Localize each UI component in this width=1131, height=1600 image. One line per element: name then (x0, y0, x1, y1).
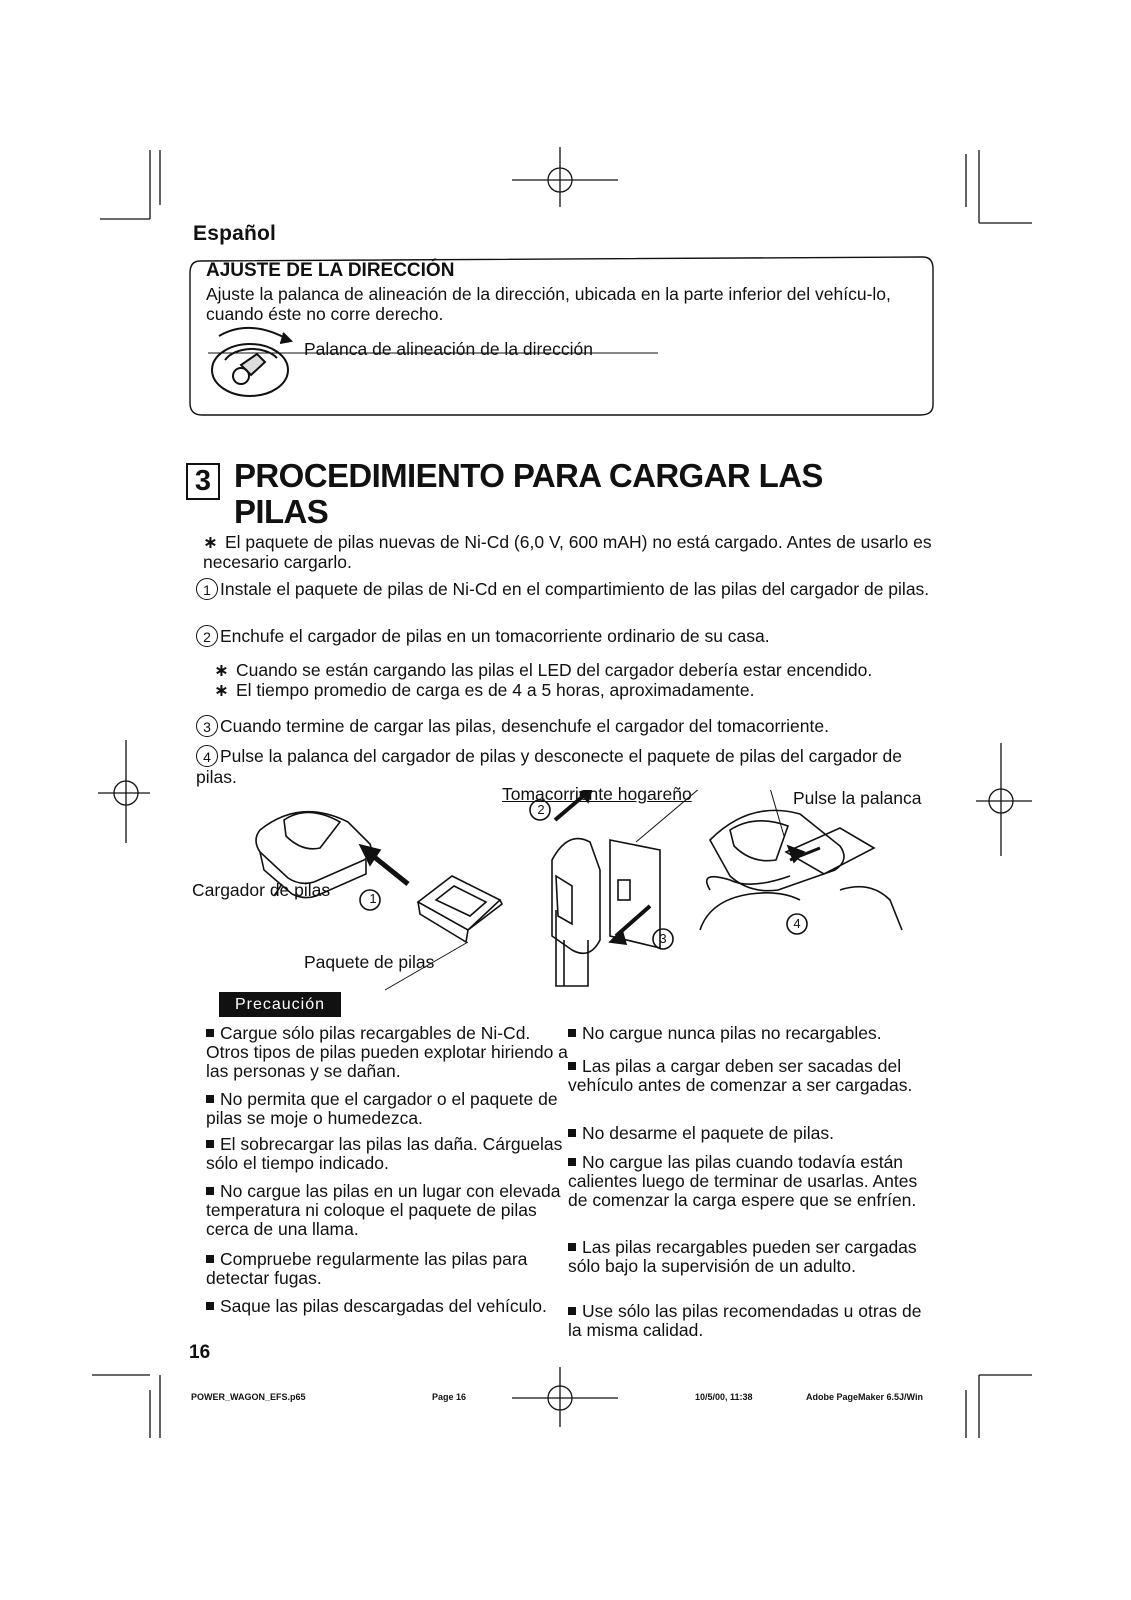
push-lever-label: Pulse la palanca (793, 788, 922, 808)
step-number: 1 (196, 578, 218, 600)
footer-app: Adobe PageMaker 6.5J/Win (806, 1392, 923, 1402)
callout-4: 4 (793, 916, 801, 931)
step-number: 2 (196, 625, 218, 647)
asterisk-icon: ∗ (203, 532, 218, 552)
caution-item: No permita que el cargador o el paquete de pilas se moje o humedezca. (206, 1089, 558, 1128)
adjust-title: AJUSTE DE LA DIRECCIÓN (206, 260, 455, 281)
hands-lever-image (700, 790, 902, 930)
wall-outlet-image (610, 790, 700, 948)
caution-item: No cargue nunca pilas no recargables. (568, 1024, 938, 1043)
footer-page: Page 16 (432, 1392, 467, 1402)
step-2: 2 Enchufe el cargador de pilas en un tomacorriente ordinario de su casa. (196, 625, 936, 647)
steering-lever-icon (205, 320, 300, 400)
sub-note-1: ∗ Cuando se están cargando las pilas el LED del cargador debería estar encendido. (214, 660, 873, 680)
battery-pack-image (418, 876, 502, 942)
outlet-label: Tomacorriente hogareño (502, 784, 692, 804)
step-4: 4 Pulse la palanca del cargador de pilas y desconecte el paquete de pilas del cargador de pilas. (196, 746, 902, 787)
caution-item: Las pilas a cargar deben ser sacadas del vehículo antes de comenzar a ser cargadas. (568, 1056, 913, 1095)
sub-note-2: ∗ El tiempo promedio de carga es de 4 a 5 horas, aproximadamente. (214, 680, 755, 700)
callout-2: 2 (537, 802, 545, 817)
language-label: Español (193, 222, 277, 245)
step-1: 1 Instale el paquete de pilas de Ni-Cd en el compartimiento de las pilas del cargador de pilas. (196, 578, 936, 600)
caution-item: Use sólo las pilas recomendadas u otras de la misma calidad. (568, 1301, 922, 1340)
intro-note: ∗ El paquete de pilas nuevas de Ni-Cd (6,0 V, 600 mAH) no está cargado. Antes de usarlo es necesario cargarlo. (203, 532, 932, 572)
plugged-charger-image (552, 839, 600, 986)
step-number: 3 (196, 715, 218, 737)
callout-1: 1 (369, 891, 377, 906)
caution-item: Cargue sólo pilas recargables de Ni-Cd. Otros tipos de pilas pueden explotar hiriendo a las personas y se dañan. (206, 1023, 568, 1081)
footer-date: 10/5/00, 11:38 (695, 1392, 753, 1402)
caution-item: No cargue las pilas en un lugar con elevada temperatura ni coloque el paquete de pilas cerca de una llama. (206, 1181, 561, 1239)
asterisk-icon: ∗ (214, 660, 229, 680)
caution-item: Las pilas recargables pueden ser cargadas sólo bajo la supervisión de un adulto. (568, 1237, 917, 1276)
section-number: 3 (186, 463, 220, 500)
adjust-body: Ajuste la palanca de alineación de la dirección, ubicada en la parte inferior del vehícu-lo, cuando éste no corre derecho. (206, 284, 891, 324)
caution-badge: Precaución (219, 992, 341, 1017)
asterisk-icon: ∗ (214, 680, 229, 700)
callout-3: 3 (659, 931, 667, 946)
caution-item: No cargue las pilas cuando todavía están calientes luego de terminar de usarlas. Antes de comenzar la carga espere que se enfríen. (568, 1152, 918, 1210)
section-title: PROCEDIMIENTO PARA CARGAR LAS PILAS (234, 457, 823, 530)
footer-file: POWER_WAGON_EFS.p65 (191, 1392, 306, 1402)
adjust-lever-label: Palanca de alineación de la dirección (304, 339, 593, 359)
caution-item: El sobrecargar las pilas las daña. Cárguelas sólo el tiempo indicado. (206, 1134, 563, 1173)
step-number: 4 (196, 745, 218, 767)
charger-label: Cargador de pilas (192, 880, 331, 900)
page-number: 16 (189, 1342, 211, 1363)
battery-pack-label: Paquete de pilas (304, 952, 435, 972)
step-3: 3 Cuando termine de cargar las pilas, desenchufe el cargador del tomacorriente. (196, 715, 936, 737)
caution-item: Compruebe regularmente las pilas para detectar fugas. (206, 1249, 528, 1288)
caution-item: Saque las pilas descargadas del vehículo. (206, 1297, 571, 1316)
caution-item: No desarme el paquete de pilas. (568, 1124, 938, 1143)
